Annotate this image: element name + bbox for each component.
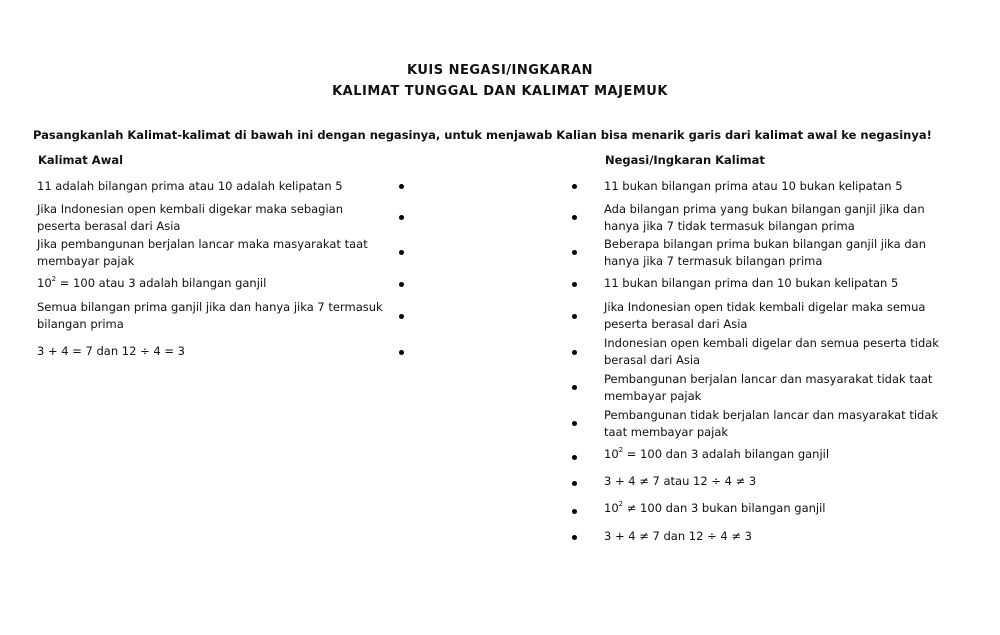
left-connector-dot-6[interactable] [399, 350, 404, 355]
left-statement-4: $10^2 = 100$ atau 3 adalah bilangan ganjil [37, 275, 267, 290]
quiz-subtitle: KALIMAT TUNGGAL DAN KALIMAT MAJEMUK [332, 84, 668, 99]
right-connector-dot-1[interactable] [572, 184, 577, 189]
left-statement-2: Jika Indonesian open kembali digekar maka sebagian peserta berasal dari Asia [37, 202, 343, 233]
right-statement-2: Ada bilangan prima yang bukan bilangan ganjil jika dan hanya jika 7 tidak termasuk bilangan prima [604, 202, 925, 233]
right-statement-1: 11 bukan bilangan prima atau 10 bukan kelipatan 5 [604, 179, 903, 193]
left-connector-dot-1[interactable] [399, 184, 404, 189]
right-statement-6: Indonesian open kembali digelar dan semua peserta tidak berasal dari Asia [604, 336, 939, 367]
right-statement-11: $10^2 \ne 100$ dan 3 bukan bilangan ganjil [604, 500, 826, 515]
right-connector-dot-11[interactable] [572, 509, 577, 514]
quiz-title: KUIS NEGASI/INGKARAN [406, 63, 594, 78]
right-connector-dot-6[interactable] [572, 350, 577, 355]
left-statement-1: 11 adalah bilangan prima atau 10 adalah kelipatan 5 [37, 179, 343, 193]
left-connector-dot-3[interactable] [399, 250, 404, 255]
right-connector-dot-10[interactable] [572, 481, 577, 486]
right-statement-7: Pembangunan berjalan lancar dan masyarakat tidak taat membayar pajak [604, 372, 933, 403]
right-statement-8: Pembangunan tidak berjalan lancar dan masyarakat tidak taat membayar pajak [604, 408, 939, 439]
left-connector-dot-2[interactable] [399, 215, 404, 220]
right-connector-dot-4[interactable] [572, 282, 577, 287]
right-statement-10: 3 + 4 ≠ 7 atau 12 ÷ 4 ≠ 3 [604, 474, 757, 488]
right-statement-9: $10^2 = 100$ dan 3 adalah bilangan ganjil [604, 446, 830, 461]
right-statement-4: 11 bukan bilangan prima dan 10 bukan kelipatan 5 [604, 276, 899, 290]
left-column-header: Kalimat Awal [38, 153, 124, 167]
right-connector-dot-12[interactable] [572, 535, 577, 540]
instruction-text: Pasangkanlah Kalimat-kalimat di bawah ini dengan negasinya, untuk menjawab Kalian bisa menarik garis dari kalimat awal ke negasinya! [33, 128, 932, 142]
left-statement-3: Jika pembangunan berjalan lancar maka masyarakat taat membayar pajak [37, 237, 368, 268]
left-statement-6: 3 + 4 = 7 dan 12 ÷ 4 = 3 [37, 344, 185, 358]
right-column-header: Negasi/Ingkaran Kalimat [605, 153, 765, 167]
right-statement-3: Beberapa bilangan prima bukan bilangan ganjil jika dan hanya jika 7 termasuk bilangan prima [604, 237, 926, 268]
left-statement-5: Semua bilangan prima ganjil jika dan hanya jika 7 termasuk bilangan prima [37, 300, 383, 331]
right-connector-dot-3[interactable] [572, 250, 577, 255]
right-connector-dot-9[interactable] [572, 455, 577, 460]
right-connector-dot-2[interactable] [572, 215, 577, 220]
left-connector-dot-4[interactable] [399, 282, 404, 287]
right-connector-dot-7[interactable] [572, 385, 577, 390]
right-connector-dot-8[interactable] [572, 421, 577, 426]
right-statement-12: 3 + 4 ≠ 7 dan 12 ÷ 4 ≠ 3 [604, 529, 752, 543]
right-statement-5: Jika Indonesian open tidak kembali digelar maka semua peserta berasal dari Asia [604, 300, 926, 331]
left-connector-dot-5[interactable] [399, 314, 404, 319]
right-connector-dot-5[interactable] [572, 314, 577, 319]
